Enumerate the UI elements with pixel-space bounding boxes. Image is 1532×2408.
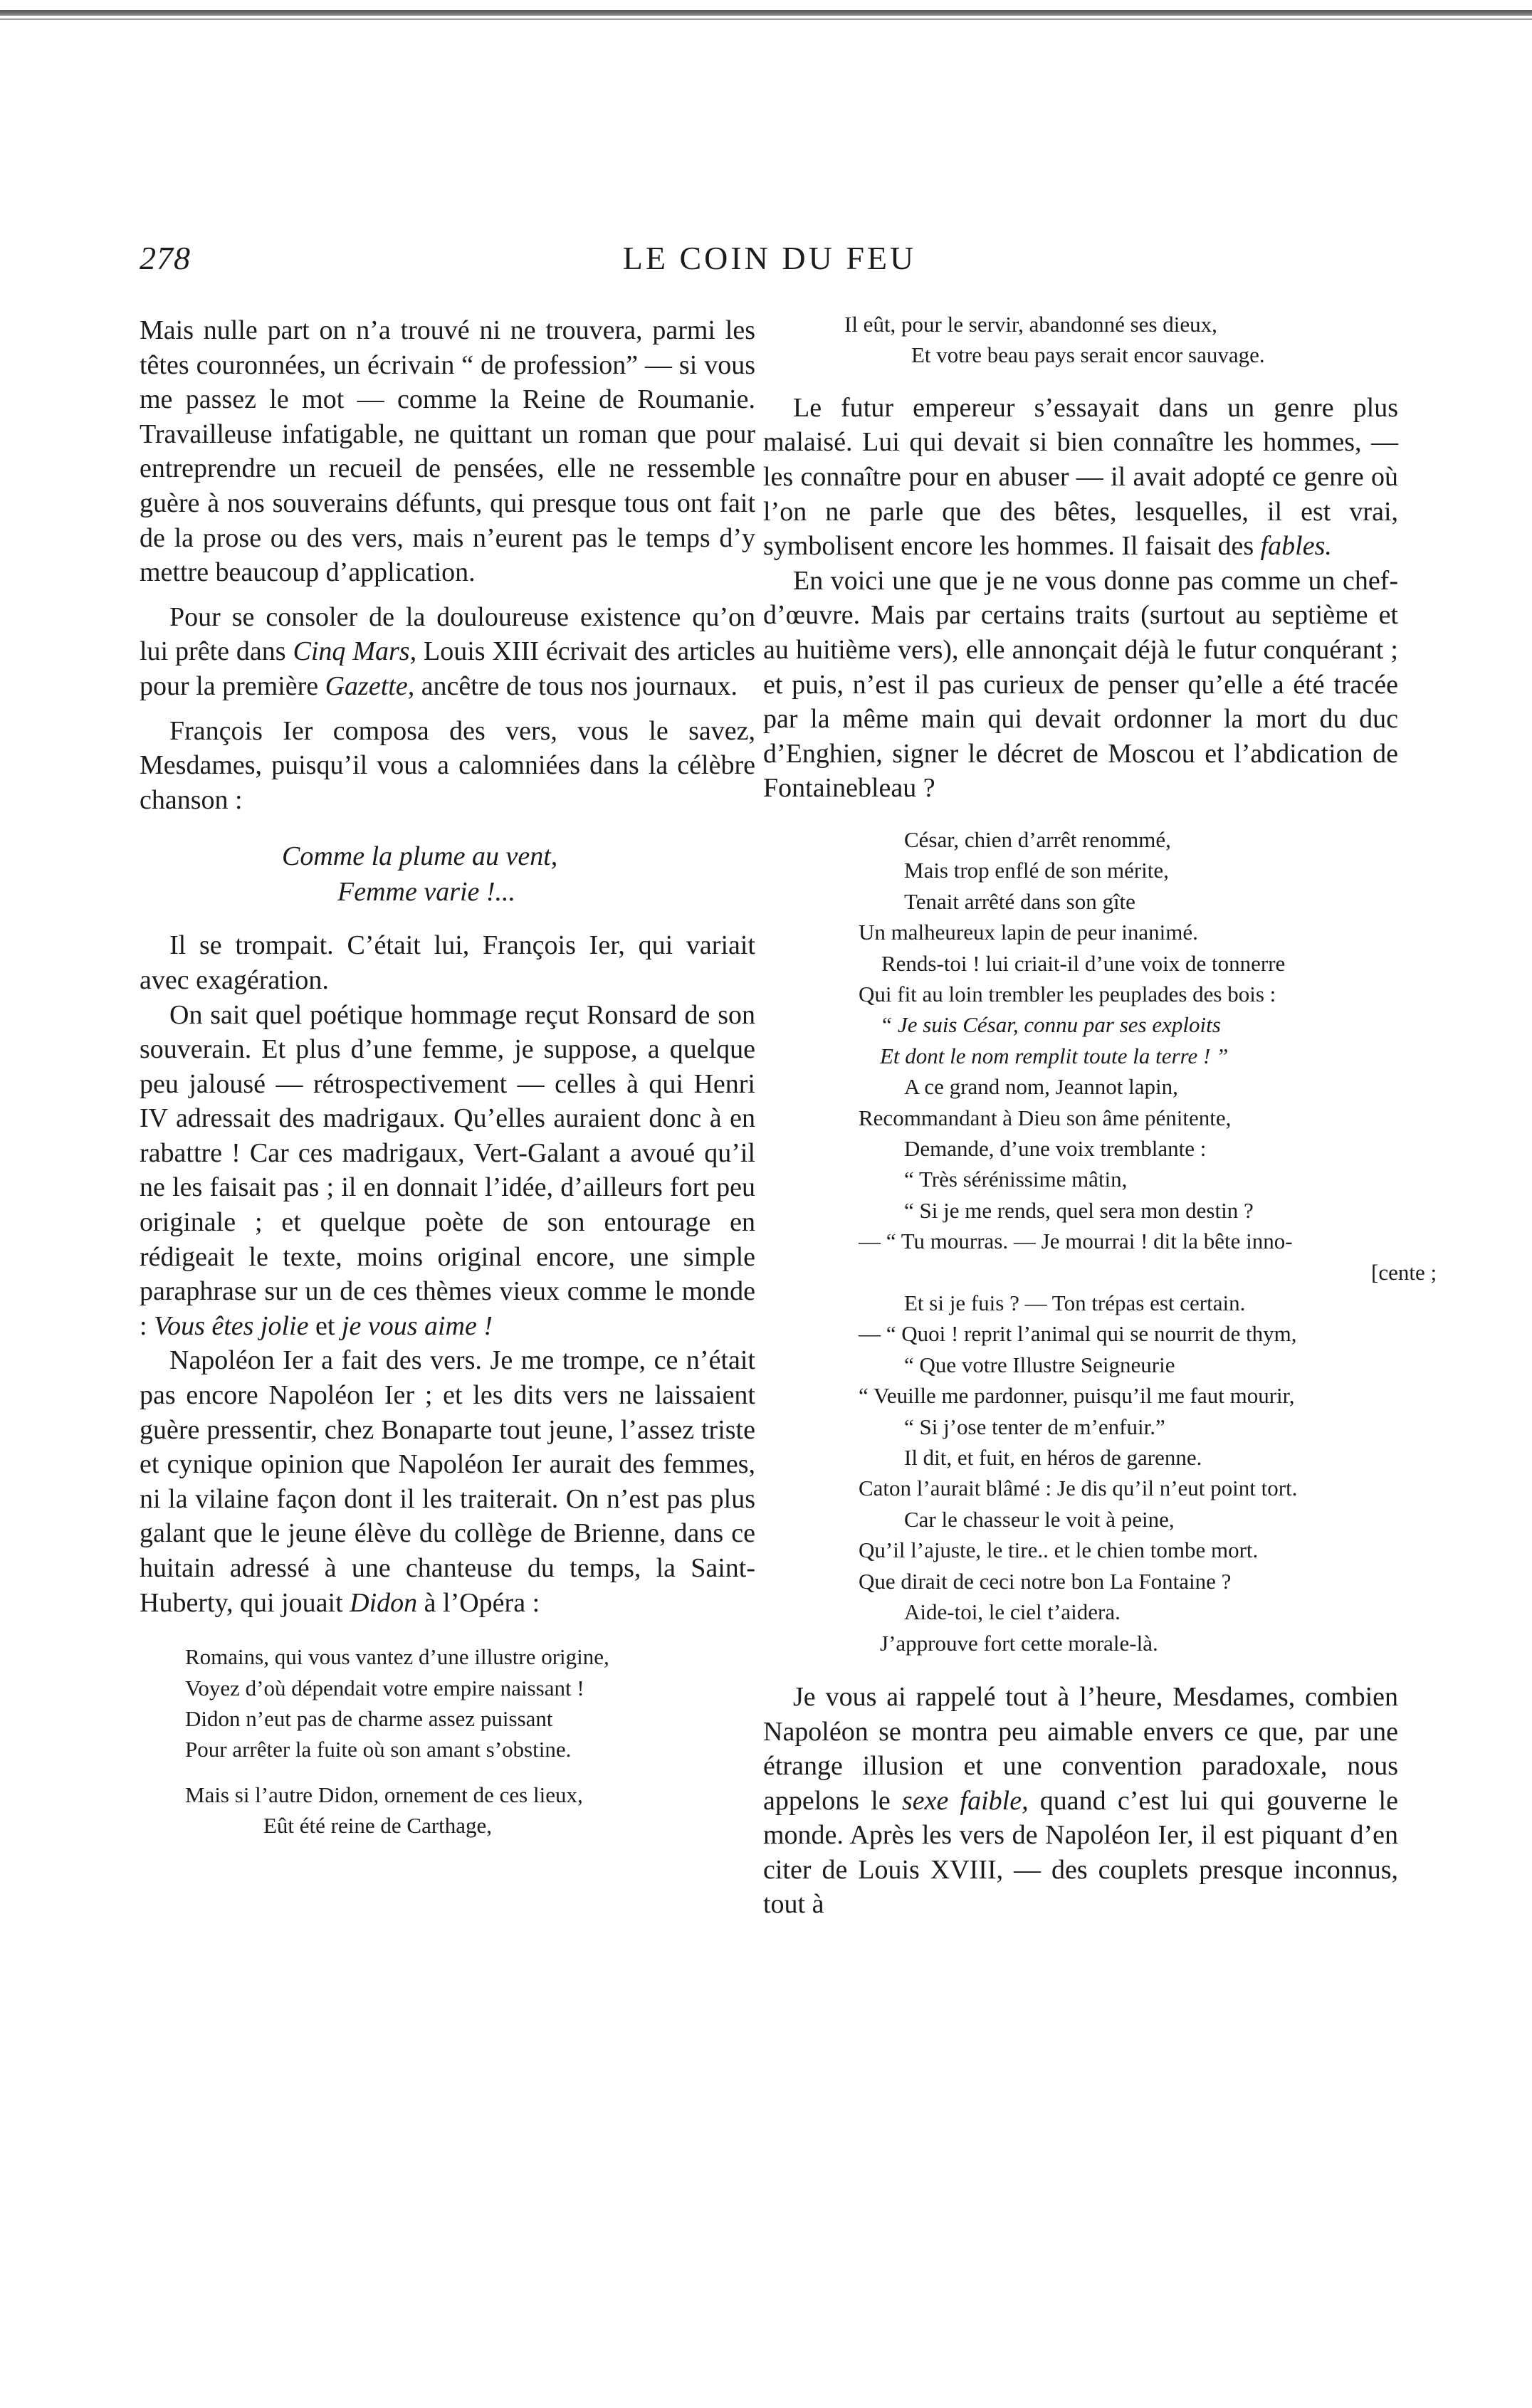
paragraph: [140, 1343, 755, 1620]
paragraph: Il se trompait. C’était lui, François Ier, qui variait avec exagération.: [140, 930, 755, 995]
verse-line: Demande, d’une voix tremblante :: [904, 1136, 1207, 1161]
italic-phrase: fables.: [1260, 531, 1332, 562]
paragraph: [140, 600, 755, 704]
verse-line: Eût été reine de Carthage,: [263, 1813, 493, 1839]
verse-line: Tenait arrêté dans son gîte: [904, 888, 1135, 914]
verse-line: Car le chasseur le voit à peine,: [904, 1506, 1175, 1532]
top-edge-rule: [0, 10, 1532, 16]
text-run: Je vous ai rappelé tout à l’heure, Mesdames, combien Napoléon se montra peu aimable envers ce que, par une étrange illusion et une convention paradoxale, nous appelons le: [763, 1681, 1398, 1816]
paragraph: [140, 998, 755, 1344]
verse-line: “ Si j’ose tenter de m’enfuir.”: [904, 1414, 1165, 1439]
text-run: quand c’est lui qui gouverne le monde. Après les vers de Napoléon Ier, il est piquant d’en citer de Louis XVIII, — des couplets presque inconnus, tout à: [763, 1785, 1398, 1920]
verse-line: Recommandant à Dieu son âme pénitente,: [859, 1105, 1232, 1130]
verse-line: Aide-toi, le ciel t’aidera.: [904, 1599, 1121, 1625]
text-run: On sait quel poétique hommage reçut Ronsard de son souverain. Et plus d’une femme, je suppose, a quelque peu jalousé — rétrospectivement — celles à qui Henri IV adressait des madrigaux. Qu’elles auraient donc à en rabattre ! Car ces madrigaux, Vert-Galant a avoué qu’il ne les faisait pas ; il en donnait l’idée, d’ailleurs fort peu originale ; et quelque poète de son entourage en rédigeait le texte, moins original encore, une simple paraphrase sur un de ces thèmes vieux comme le monde :: [140, 999, 755, 1341]
verse-line: A ce grand nom, Jeannot lapin,: [904, 1074, 1178, 1100]
verse-line: Que dirait de ceci notre bon La Fontaine ?: [859, 1568, 1232, 1594]
verse-line: “ Que votre Illustre Seigneurie: [904, 1352, 1175, 1377]
verse-line: “ Je suis César, connu par ses exploits: [880, 1012, 1221, 1038]
verse-line: Un malheureux lapin de peur inanimé.: [859, 920, 1198, 945]
verse-line: “ Veuille me pardonner, puisqu’il me faut mourir,: [859, 1383, 1295, 1409]
paragraph: [763, 391, 1398, 564]
verse-line: Voyez d’où dépendait votre empire naissant !: [185, 1675, 584, 1700]
right-column: [763, 309, 1437, 1922]
verse-line: “ Si je me rends, quel sera mon destin ?: [904, 1197, 1254, 1223]
verse-line: — “ Tu mourras. — Je mourrai ! dit la bête inno-: [859, 1229, 1293, 1254]
verse-line: Et dont le nom remplit toute la terre ! ”: [880, 1043, 1229, 1068]
page-header: [140, 239, 1400, 282]
verse-line: — “ Quoi ! reprit l’animal qui se nourrit de thym,: [859, 1321, 1297, 1347]
paragraph: En voici une que je ne vous donne pas comme un chef-d’œuvre. Mais par certains traits (surtout au septième et au huitième vers), elle annonçait déjà le futur conquérant ; et puis, n’est il pas curieux de penser qu’elle a été tracée par la même main qui devait ordonner la mort du duc d’Enghien, signer le décret de Moscou et l’abdication de Fontainebleau ?: [763, 565, 1398, 804]
italic-phrase: sexe faible,: [901, 1785, 1029, 1816]
citation-line: Comme la plume au vent,: [282, 841, 558, 872]
verse-block: [140, 1779, 755, 1841]
text-run: Louis XIII écrivait des articles pour la première: [140, 636, 756, 701]
verse-block: [763, 309, 1398, 371]
verse-line: Mais si l’autre Didon, ornement de ces lieux,: [185, 1782, 583, 1807]
verse-line: “ Très sérénissime mâtin,: [904, 1167, 1128, 1192]
verse-line: Caton l’aurait blâmé : Je dis qu’il n’eut point tort.: [859, 1476, 1298, 1501]
paragraph: Mais nulle part on n’a trouvé ni ne trouvera, parmi les têtes couronnées, un écrivain “ de profession” — si vous me passez le mot — comme la Reine de Roumanie. Travailleuse infatigable, ne quittant un roman que pour entreprendre un recueil de pensées, elle ne ressemble guère à nos souverains défunts, qui presque tous ont fait de la prose ou des vers, mais n’eurent pas le temps d’y mettre beaucoup d’application.: [140, 315, 755, 588]
verse-line: Il eût, pour le servir, abandonné ses dieux,: [844, 312, 1217, 337]
verse-block: [140, 1641, 755, 1765]
italic-phrase: je vous aime !: [341, 1310, 493, 1341]
text-run: Pour se consoler de la douloureuse existence qu’on lui prête dans: [140, 601, 755, 667]
fable-verse: [763, 824, 1437, 1658]
verse-line: [cente ;: [1371, 1259, 1437, 1285]
text-run: Le futur empereur s’essayait dans un genre plus malaisé. Lui qui devait si bien connaître les hommes, — les connaître pour en abuser — il avait adopté ce genre où l’on ne parle que des bêtes, lesquelles, il est vrai, symbolisent encore les hommes. Il faisait des: [763, 392, 1398, 562]
text-run: à l’Opéra :: [417, 1587, 540, 1618]
verse-line: Qui fit au loin trembler les peuplades des bois :: [859, 981, 1276, 1006]
verse-line: Mais trop enflé de son mérite,: [904, 858, 1169, 883]
verse-line: Rends-toi ! lui criait-il d’une voix de tonnerre: [881, 950, 1286, 976]
verse-line: Romains, qui vous vantez d’une illustre origine,: [185, 1644, 609, 1670]
verse-line: Pour arrêter la fuite où son amant s’obstine.: [185, 1737, 572, 1762]
running-title: LE COIN DU FEU: [622, 240, 917, 276]
italic-title: Cinq Mars,: [293, 636, 417, 667]
verse-line: Et votre beau pays serait encor sauvage.: [911, 342, 1265, 368]
verse-line: Didon n’eut pas de charme assez puissant: [185, 1706, 553, 1731]
text-run: et: [308, 1310, 342, 1341]
paragraph: [763, 1680, 1398, 1922]
verse-line: Qu’il l’ajuste, le tire.. et le chien tombe mort.: [859, 1537, 1259, 1563]
left-column: [140, 313, 755, 1841]
citation: [140, 838, 755, 910]
italic-title: Didon: [350, 1587, 418, 1618]
top-edge-rule-thin: [0, 19, 1532, 20]
italic-title: Gazette,: [325, 671, 415, 701]
verse-line: Et si je fuis ? — Ton trépas est certain.: [904, 1290, 1246, 1316]
paragraph: François Ier composa des vers, vous le savez, Mesdames, puisqu’il vous a calomniées dans la célèbre chanson :: [140, 715, 755, 815]
verse-line: César, chien d’arrêt renommé,: [904, 826, 1171, 852]
verse-line: J’approuve fort cette morale-là.: [880, 1630, 1158, 1656]
page-number: 278: [140, 240, 191, 276]
italic-phrase: Vous êtes jolie: [154, 1310, 309, 1341]
citation-line: Femme varie !...: [337, 877, 516, 908]
verse-line: Il dit, et fuit, en héros de garenne.: [904, 1445, 1202, 1471]
text-run: ancêtre de tous nos journaux.: [414, 671, 738, 701]
text-run: Napoléon Ier a fait des vers. Je me trompe, ce n’était pas encore Napoléon Ier ; et les dits vers ne laissaient guère pressentir, chez Bonaparte tout jeune, l’assez triste et cynique opinion que Napoléon Ier aurait des femmes, ni la vilaine façon dont il les traiterait. On n’est pas plus galant que le jeune élève du collège de Brienne, dans ce huitain adressé à une chanteuse du temps, la Saint-Huberty, qui jouait: [140, 1345, 755, 1618]
